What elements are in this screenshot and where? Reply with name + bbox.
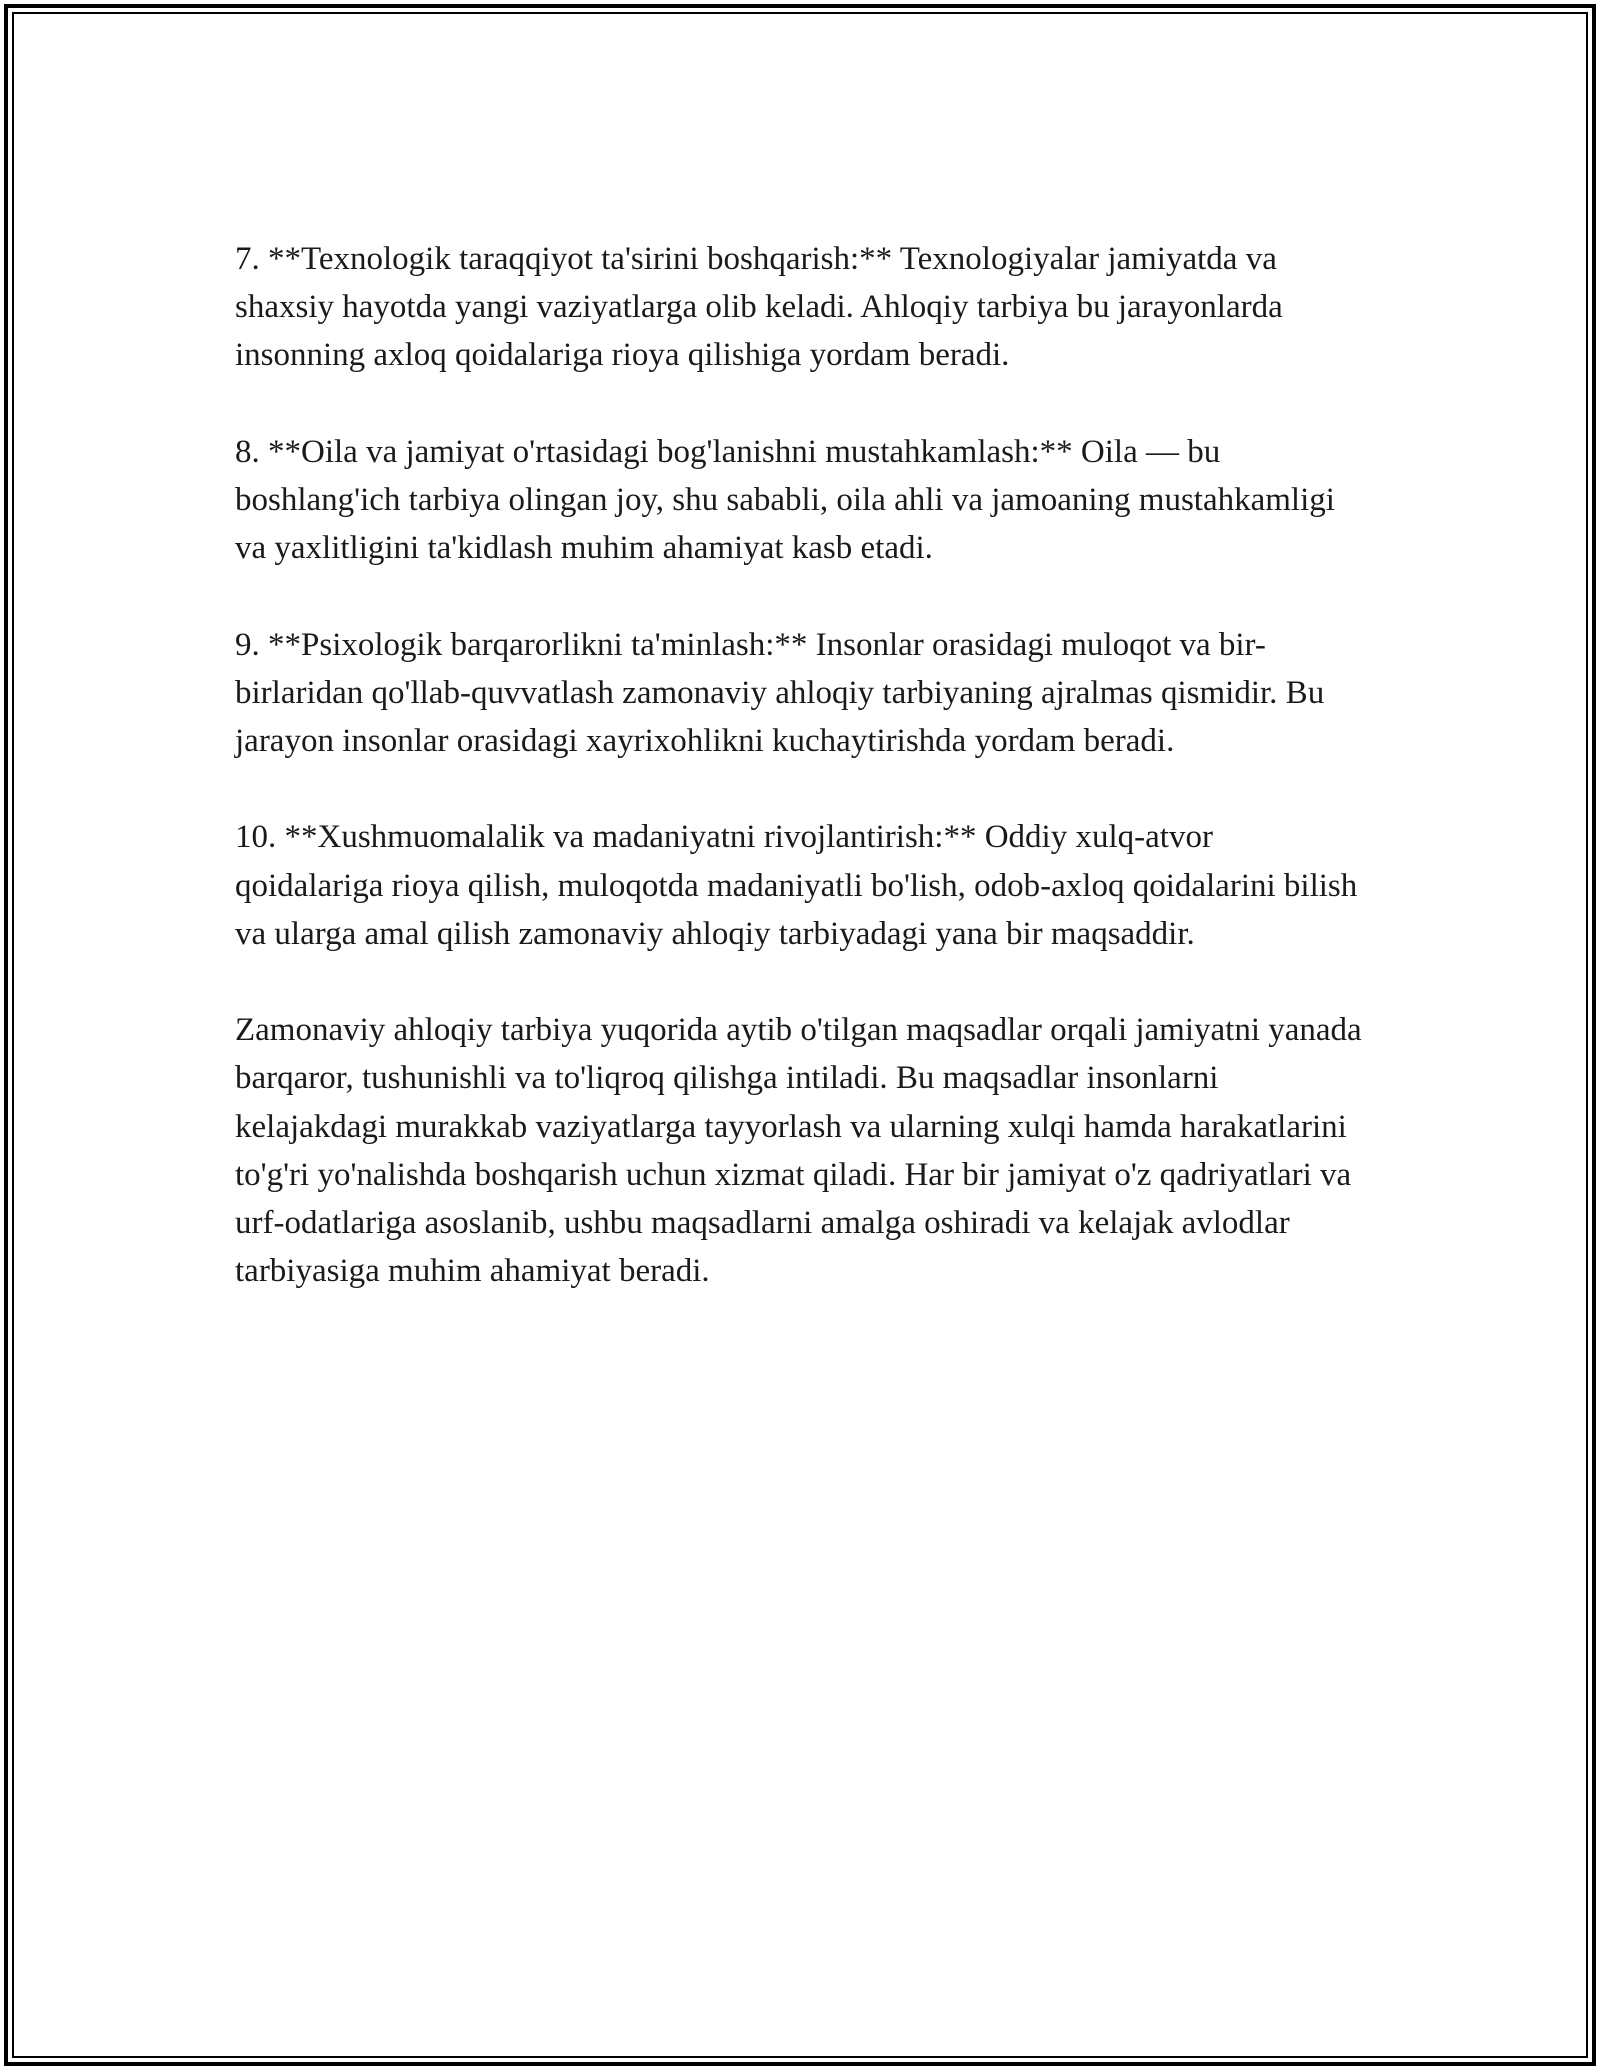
document-body xyxy=(235,235,1365,1344)
paragraph-9-psychological-stability: 9. **Psixologik barqarorlikni ta'minlash:** Insonlar orasidagi muloqot va bir-birlaridan qo'llab-quvvatlash zamonaviy ahloqiy tarbiyaning ajralmas qismidir. Bu jarayon insonlar orasidagi xayrixohlikni kuchaytirishda yordam beradi. xyxy=(235,626,1325,759)
paragraph-conclusion: Zamonaviy ahloqiy tarbiya yuqorida aytib o'tilgan maqsadlar orqali jamiyatni yanada barqaror, tushunishli va to'liqroq qilishga intiladi. Bu maqsadlar insonlarni kelajakdagi murakkab vaziyatlarga tayyorlash va ularning xulqi hamda harakatlarini to'g'ri yo'nalishda boshqarish uchun xizmat qiladi. Har bir jamiyat o'z qadriyatlari va urf-odatlariga asoslanib, ushbu maqsadlarni amalga oshiradi va kelajak avlodlar tarbiyasiga muhim ahamiyat beradi. xyxy=(235,1012,1362,1290)
paragraph-10-courtesy-culture: 10. **Xushmuomalalik va madaniyatni rivojlantirish:** Oddiy xulq-atvor qoidalariga rioya qilish, muloqotda madaniyatli bo'lish, odob-axloq qoidalarini bilish va ularga amal qilish zamonaviy ahloqiy tarbiyadagi yana bir maqsaddir. xyxy=(235,819,1358,952)
paragraph-8-family-society: 8. **Oila va jamiyat o'rtasidagi bog'lanishni mustahkamlash:** Oila — bu boshlang'ich tarbiya olingan joy, shu sababli, oila ahli va jamoaning mustahkamligi va yaxlitligini ta'kidlash muhim ahamiyat kasb etadi. xyxy=(235,433,1335,567)
paragraph-7-technology: 7. **Texnologik taraqqiyot ta'sirini boshqarish:** Texnologiyalar jamiyatda va shaxsiy hayotda yangi vaziyatlarga olib keladi. Ahloqiy tarbiya bu jarayonlarda insonning axloq qoidalariga rioya qilishiga yordam beradi. xyxy=(235,241,1283,374)
